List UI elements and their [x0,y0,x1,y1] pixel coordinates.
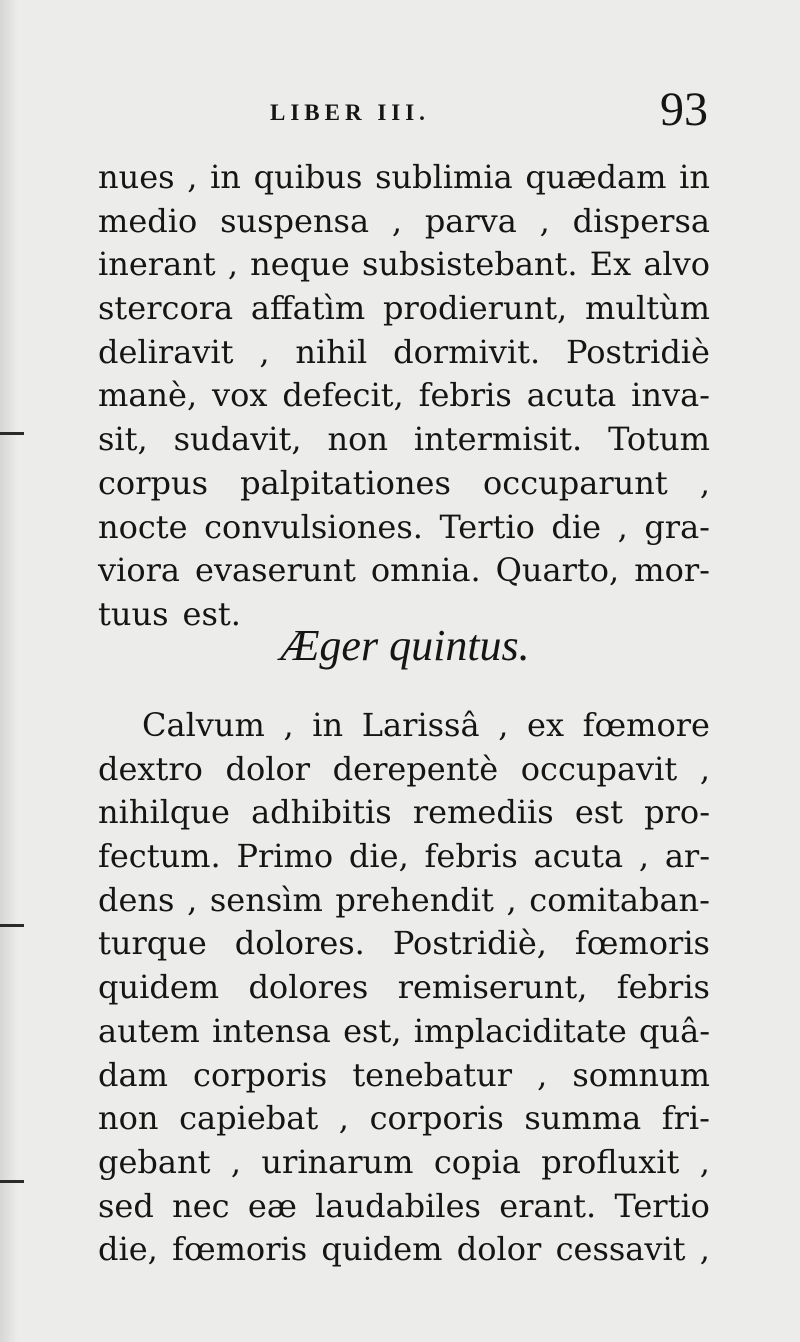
word: remediis [412,793,554,832]
word: corporis [193,1055,328,1094]
word: quædam [525,158,667,196]
text-line [98,1141,710,1185]
word: est. [182,594,241,633]
word: , [187,158,198,196]
word: turque [98,924,207,963]
text-line [98,287,710,331]
word: est, [343,1011,402,1050]
word: tenebatur [352,1055,512,1094]
word: convulsiones. [204,507,423,546]
text-line [98,748,710,792]
word: in [210,158,241,196]
word: , [699,1142,710,1181]
word: non [98,1099,159,1138]
word: evaserunt [195,551,356,590]
word: dolor [456,1230,542,1269]
word: corpus [98,463,208,502]
word: quidem [321,1230,443,1269]
word: nihil [295,332,368,371]
paragraph-1 [98,156,710,637]
word: Tertio [614,1186,710,1225]
word: prehendit [335,880,494,919]
text-line [98,418,710,462]
word: dolores [248,968,369,1007]
word: Primo [236,837,334,876]
word: febris [424,837,518,876]
word: deliravit [98,332,234,371]
word: Tertio [439,507,535,546]
word: occuparunt [483,463,668,502]
word: , [338,1099,349,1138]
word: fœmore [582,706,710,744]
word: , [506,880,517,919]
word: subsistebant. [361,245,578,284]
word: erant. [499,1186,597,1225]
word: urinarum [261,1142,414,1181]
word: , [537,1055,548,1094]
word: die [551,507,602,546]
text-line [98,1228,710,1272]
word: multùm [585,289,710,328]
word: laudabiles [315,1186,481,1225]
word: palpitationes [240,463,451,502]
word: sublimia [375,158,513,196]
word: ar- [664,837,710,876]
text-line [98,1097,710,1141]
word: dispersa [572,201,710,240]
text-line [98,506,710,550]
margin-mark [0,1180,24,1183]
word: quidem [98,968,220,1007]
word: ex [527,706,564,744]
word: fœmoris [574,924,710,963]
text-line [98,879,710,923]
word: dormivit. [393,332,541,371]
word: Postridiè [566,332,710,371]
word: profluxit [541,1142,680,1181]
word: vox [212,376,268,415]
page-number: 93 [660,83,708,136]
word: Totum [608,420,710,459]
text-line [98,374,710,418]
word: , [699,463,710,502]
word: Calvum [142,706,265,744]
word: non [327,420,388,459]
word: , [617,507,628,546]
text-line [98,549,710,593]
word: defecit, [282,376,404,415]
word: nocte [98,507,188,546]
word: neque [250,245,350,284]
word: copia [433,1142,521,1181]
word: dam [98,1055,168,1094]
word: implaciditate [413,1011,627,1050]
word: , [259,332,270,371]
word: summa [524,1099,642,1138]
word: , [283,706,294,744]
word: autem [98,1011,200,1050]
word: inerant [98,245,216,284]
word: sit, [98,420,148,459]
word: sed [98,1186,154,1225]
word: , [638,837,650,876]
word: intensa [212,1011,331,1050]
word: dolores. [234,924,365,963]
word: intermisit. [413,420,583,459]
word: adhibitis [251,793,392,832]
word: nec [172,1186,230,1225]
text-line [98,1054,710,1098]
text-line [98,1185,710,1229]
word: comitaban- [529,880,710,919]
word: dolor [225,749,311,788]
word: suspensa [220,201,370,240]
word: affatìm [250,289,366,328]
page-gutter-shadow [0,0,18,1342]
word: alvo [643,245,710,284]
paragraph-2 [98,704,710,1272]
word: fri- [661,1099,710,1138]
word: , [699,1230,710,1269]
word: mor- [634,551,710,590]
word: acuta [533,837,624,876]
word: Ex [589,245,632,284]
word: stercora [98,289,234,328]
text-line [98,1010,710,1054]
section-heading: Æger quintus. [280,621,530,670]
running-head: LIBER III. [270,100,430,125]
text-line [98,835,710,879]
word: quâ- [639,1011,710,1050]
text-line [98,200,710,244]
text-line [98,243,710,287]
word: occupavit [520,749,678,788]
word: fectum. [98,837,221,876]
word: inva- [631,376,710,415]
word: , [391,201,403,240]
word: , [498,706,509,744]
word: cessavit [555,1230,686,1269]
text-line [98,922,710,966]
word: parva [424,201,517,240]
word: dens [98,880,175,919]
word: Quarto, [495,551,620,590]
word: die, [348,837,409,876]
word: sudavit, [173,420,302,459]
text-line [98,704,710,748]
word: omnia. [370,551,481,590]
text-line [98,791,710,835]
word: acuta [526,376,617,415]
word: gra- [644,507,710,546]
word: pro- [644,793,710,832]
word: Larissâ [361,706,480,744]
word: Postridiè, [392,924,547,963]
margin-mark [0,432,24,435]
word: somnum [572,1055,710,1094]
word: manè, [98,376,198,415]
margin-mark [0,924,24,927]
word: nihilque [98,793,230,832]
word: tuus [98,594,169,633]
word: eæ [247,1186,297,1225]
word: , [187,880,198,919]
text-line [98,331,710,375]
word: febris [418,376,512,415]
word: in [679,158,710,196]
word: dextro [98,749,203,788]
word: capiebat [179,1099,319,1138]
word: fœmoris [172,1230,308,1269]
text-line [98,966,710,1010]
word: quibus [253,158,363,196]
word: derepentè [332,749,499,788]
word: viora [98,551,180,590]
word: sensìm [209,880,323,919]
word: est [574,793,624,832]
word: febris [616,968,710,1007]
text-line [98,462,710,506]
word: prodierunt, [382,289,568,328]
word: gebant [98,1142,211,1181]
word: , [227,245,238,284]
word: medio [98,201,198,240]
word: in [312,706,344,744]
word: , [699,749,710,788]
word: nues [98,158,175,196]
word: , [539,201,550,240]
word: , [230,1142,242,1181]
word: remiserunt, [397,968,588,1007]
word: die, [98,1230,158,1269]
text-line [98,156,710,200]
word: corporis [369,1099,504,1138]
